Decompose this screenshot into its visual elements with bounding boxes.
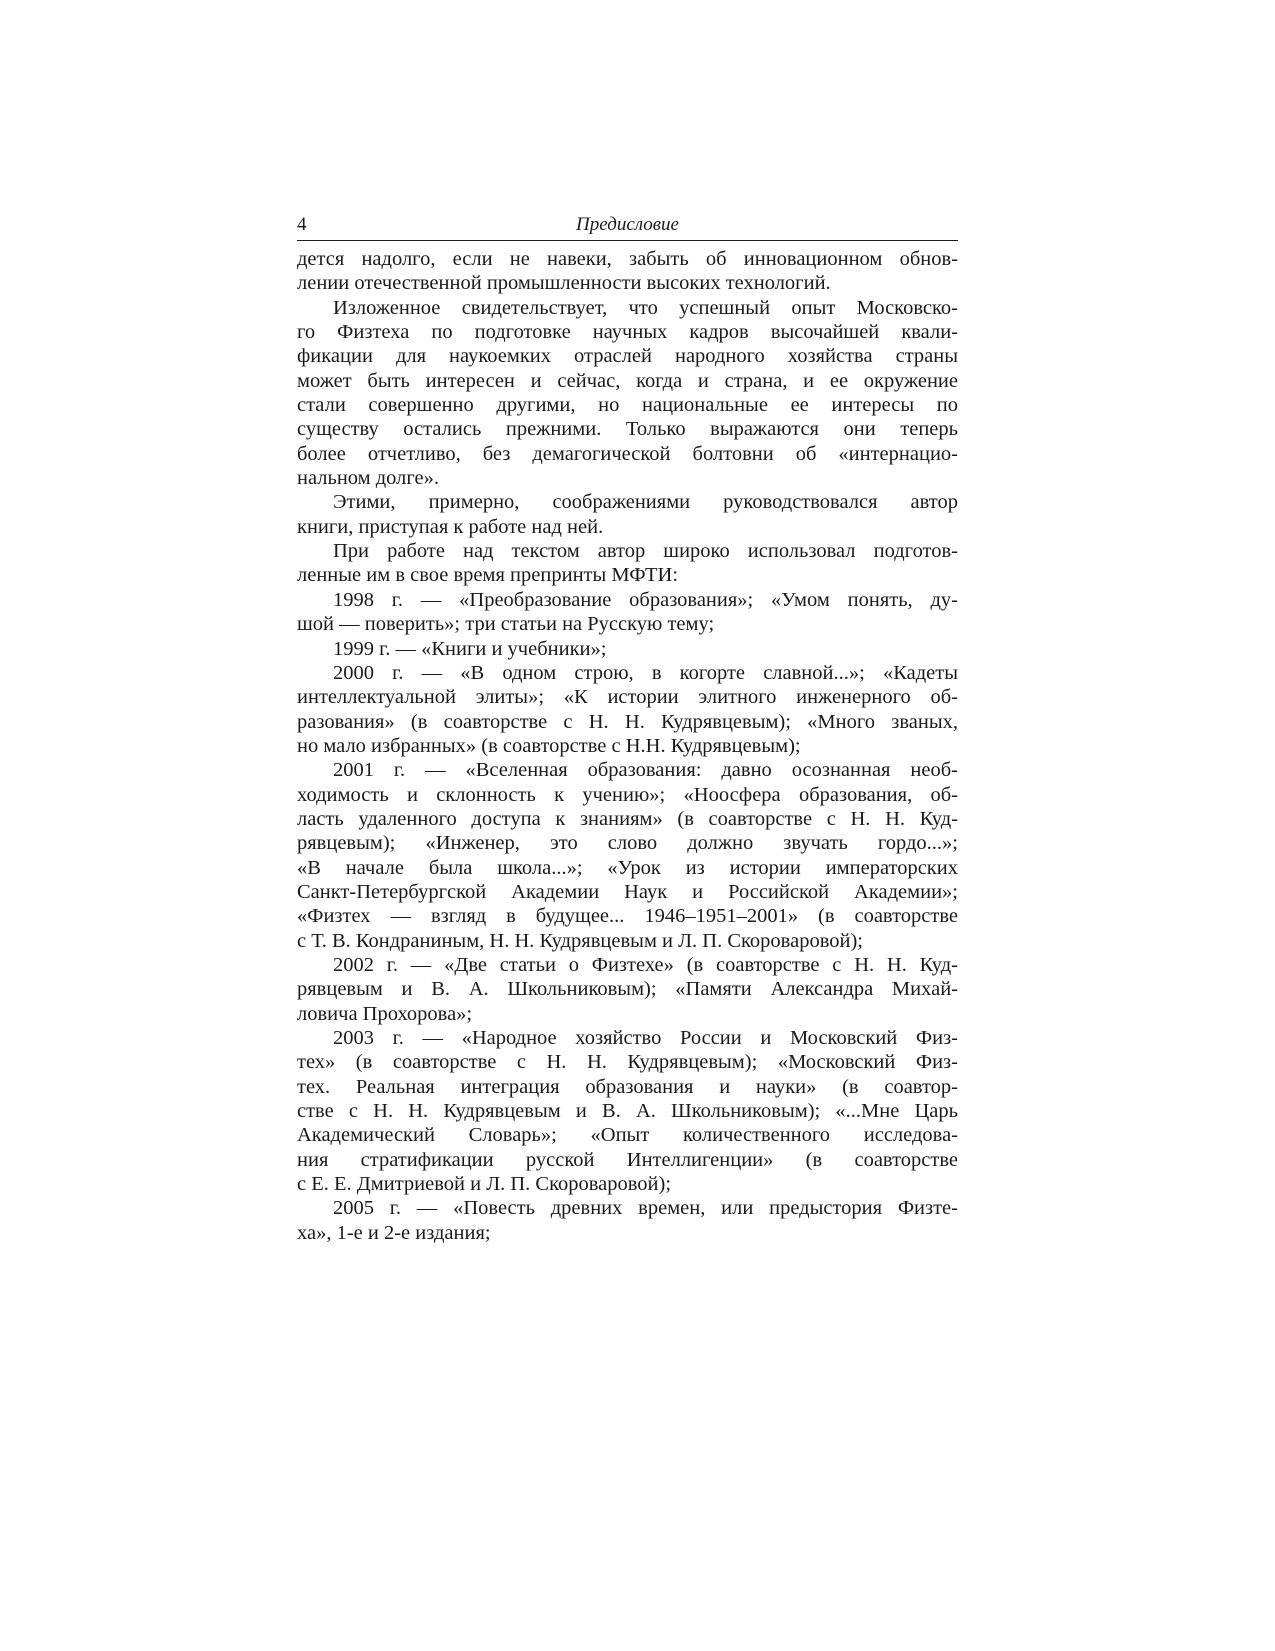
text-line: более отчетливо, без демагогической болтовни об «интернацио- xyxy=(297,442,958,465)
running-title: Предисловие xyxy=(576,214,679,235)
text-line: ходимость и склонность к учению»; «Ноосфера образования, об- xyxy=(297,783,958,806)
text-line: лении отечественной промышленности высоких технологий. xyxy=(297,272,831,295)
text-line: книги, приступая к работе над ней. xyxy=(297,515,604,538)
text-line: стве с Н. Н. Кудрявцевым и В. А. Школьниковым); «...Мне Царь xyxy=(297,1100,958,1123)
text-line: «В начале была школа...»; «Урок из истории императорских xyxy=(297,856,958,879)
text-line: го Физтеха по подготовке научных кадров высочайшей квали- xyxy=(297,321,958,344)
body-text xyxy=(297,247,958,1245)
text-line: тех» (в соавторстве с Н. Н. Кудрявцевым); «Московский Физ- xyxy=(297,1051,958,1074)
text-line: ленные им в свое время препринты МФТИ: xyxy=(297,564,679,587)
text-line: может быть интересен и сейчас, когда и страна, и ее окружение xyxy=(297,369,958,392)
text-line: ха», 1-е и 2-е издания; xyxy=(297,1221,491,1244)
running-head xyxy=(297,214,958,241)
text-line: 1999 г. — «Книги и учебники»; xyxy=(333,637,607,660)
text-line: 1998 г. — «Преобразование образования»; «Умом понять, ду- xyxy=(333,588,958,611)
text-line: тех. Реальная интеграция образования и науки» (в соавтор- xyxy=(297,1075,958,1098)
text-line: 2005 г. — «Повесть древних времен, или предыстория Физте- xyxy=(333,1197,958,1220)
text-line: При работе над текстом автор широко использовал подготов- xyxy=(333,540,958,563)
text-line: дется надолго, если не навеки, забыть об инновационном обнов- xyxy=(297,248,958,270)
text-line: Академический Словарь»; «Опыт количественного исследова- xyxy=(297,1124,958,1147)
text-line: Изложенное свидетельствует, что успешный опыт Московско- xyxy=(333,296,958,319)
text-line: 2002 г. — «Две статьи о Физтехе» (в соавторстве с Н. Н. Куд- xyxy=(333,953,958,976)
text-line: Санкт-Петербургской Академии Наук и Российской Академии»; xyxy=(297,880,958,903)
text-line: 2003 г. — «Народное хозяйство России и Московский Физ- xyxy=(333,1027,958,1049)
book-page xyxy=(297,214,958,1245)
page-number: 4 xyxy=(297,214,307,235)
text-line: существу остались прежними. Только выражаются они теперь xyxy=(297,418,958,441)
text-line: интеллектуальной элиты»; «К истории элитного инженерного об- xyxy=(297,686,958,709)
text-line: ласть удаленного доступа к знаниям» (в соавторстве с Н. Н. Куд- xyxy=(297,807,958,830)
text-line: ния стратификации русской Интеллигенции» (в соавторстве xyxy=(297,1148,958,1171)
text-line: 2001 г. — «Вселенная образования: давно осознанная необ- xyxy=(333,759,958,782)
text-line: Этими, примерно, соображениями руководствовался автор xyxy=(333,491,958,514)
text-line: ловича Прохорова»; xyxy=(297,1002,473,1025)
text-line: но мало избранных» (в соавторстве с Н.Н. Кудрявцевым); xyxy=(297,734,801,757)
text-line: стали совершенно другими, но национальные ее интересы по xyxy=(297,394,958,417)
text-line: с Т. В. Кондраниным, Н. Н. Кудрявцевым и Л. П. Скороваровой); xyxy=(297,929,863,952)
text-line: шой — поверить»; три статьи на Русскую тему; xyxy=(297,613,715,636)
text-line: нальном долге». xyxy=(297,467,440,490)
text-line: рявцевым); «Инженер, это слово должно звучать гордо...»; xyxy=(297,832,958,855)
text-line: рявцевым и В. А. Школьниковым); «Памяти Александра Михай- xyxy=(297,978,958,1001)
text-line: 2000 г. — «В одном строю, в когорте славной...»; «Кадеты xyxy=(333,661,958,684)
text-line: «Физтех — взгляд в будущее... 1946–1951–2001» (в соавторстве xyxy=(297,905,958,928)
text-line: разования» (в соавторстве с Н. Н. Кудрявцевым); «Много званых, xyxy=(297,710,958,733)
text-line: фикации для наукоемких отраслей народного хозяйства страны xyxy=(297,345,958,368)
text-line: с Е. Е. Дмитриевой и Л. П. Скороваровой); xyxy=(297,1173,672,1196)
